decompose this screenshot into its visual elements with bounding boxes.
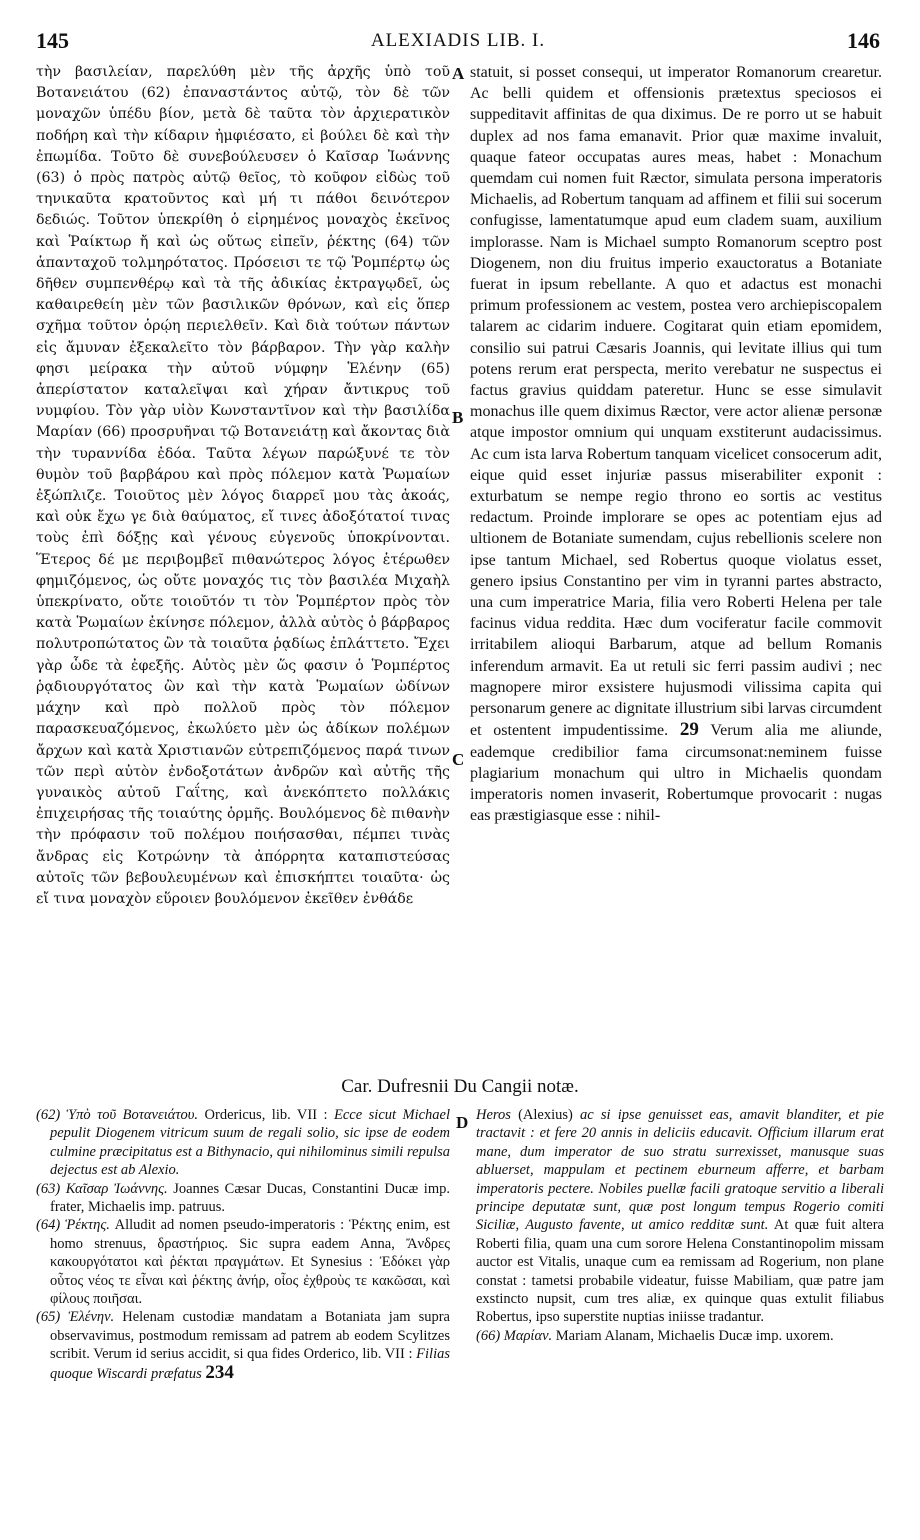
note-66 [476,1327,884,1345]
greek-text: τὴν βασιλείαν, παρελύθη μὲν τῆς ἀρχῆς ὑπὸ τοῦ Βοτανειάτου (62) ἐπαναστάντος αὐτῷ, τὸν δὲ τῶν μοναχῶν ὑπέδυ βίον, μετὰ δὲ ταῦτα τὸν ἀρχιερατικὸν ποδήρη καὶ τὴν κίδαριν ἠμφιέσατο, εἰ βούλει δὲ καὶ τὴν ἐπωμίδα. Τοῦτο δὲ συνεβούλευσεν ὁ Καῖσαρ Ἰωάννης (63) ὁ πρὸς πατρὸς αὐτῷ θεῖος, τὸ κοῦφον εἰδὼς τοῦ τηνικαῦτα κρατοῦντος καὶ μή τι πάθοι δεινότερον δεδιώς. Τοῦτον ὑπεκρίθη ὁ εἰρημένος μοναχὸς ἐκεῖνος καὶ Ῥαίκτωρ ἤ καὶ ὡς οὕτως εἰπεῖν, ῥέκτης (64) τῶν ἁπανταχοῦ τολμηρότατος. Πρόσεισι τε τῷ Ῥομπέρτῳ ὡς δῆθεν συμπενθέρῳ καὶ τὰ τῆς ἀδικίας ἐκτραγῳδεῖ, ὡς καθαιρεθείη μὲν τῶν βασιλικῶν θρόνων, καὶ εἰς ὅπερ σχῆμα τοῦτον ὁρῴη περιελθεῖν. Καὶ διὰ τούτων πάντων εἰς ἄμυναν ἐξεκαλεῖτο τὸν βάρβαρον. Τὴν γὰρ καλὴν φησι μείρακα τὴν αὐτοῦ νύμφην Ἑλένην (65) ἀπερίστατον καταλεῖψαι καὶ χήραν ἄντικρυς τοῦ νυμφίου. Τὸν γὰρ υἱὸν Κωνσταντῖνον καὶ τὴν βασιλίδα Μαρίαν (66) προσρυῆναι τῷ Βοτανειάτῃ καὶ ἄκοντας διὰ τὴν τυραννίδα ἐδόα. Ταῦτα λέγων παρώξυνέ τε τὸν θυμὸν τοῦ βαρβάρου καὶ πρὸς πόλεμον κατὰ Ῥωμαίων ἐξώπλιζε. Τοιοῦτος μὲν λόγος διαρρεῖ μου τὰς ἀκοάς, καὶ οὐκ ἔχω γε διὰ θαύματος, εἴ τινες ἀδοξότατοί τινας τοὺς ἐπὶ δόξῃς καὶ γένους εὐγενοῦς ὑποκρίνονται. Ἕτερος δέ με περιβομβεῖ πιθανώτερος λόγος ἑτέρωθεν φημιζόμενος, ὡς οὔτε μοναχός τις τὸν βασιλέα Μιχαὴλ ὑπεκρίνατο, οὔτε τοιοῦτόν τι τὸν Ῥομπέρτον πρὸς τὸν κατὰ Ῥωμαίων ἐκίνησε πόλεμον, ἀλλὰ αὐτὸς ὁ βάρβαρος πολυτροπώτατος ὢν τὰ τοιαῦτα ῥᾳδίως ἐπλάττετο. Ἔχει γὰρ ὧδε τὰ ἐφεξῆς. Αὐτὸς μὲν ὥς φασιν ὁ Ῥομπέρτος ῥᾳδιουργότατος ὢν καὶ τὴν κατὰ Ῥωμαίων ὠδίνων μάχην καὶ πρὸ πολλοῦ πρὸς τὸν πόλεμον παρασκευαζόμενος, ἐκωλύετο μὲν ὡς ἀδίκων πολέμων ἄρχων καὶ κατὰ Χριστιανῶν εὐτρεπιζόμενος παρά τινων τῶν περὶ αὐτὸν ἐνδοξοτάτων ἀνδρῶν καὶ αὐτῆς τῆς γυναικὸς αὐτοῦ Γαΐτης, καὶ ἀνεκόπτετο πολλάκις ἐπιχειρήσας τῆς τοιαύτης ὁρμῆς. Βουλόμενος δὲ πιθανὴν τὴν πρόφασιν τοῦ πολέμου ποιήσασθαι, πέμπει τινὰς ἄνδρας εἰς Κοτρώνην τὰ ἀπόρρητα καταπιστεύσας αὐτοῖς τῶν βεβουλευμένων καὶ ἐπισκήπτει τοιαῦτα· ὡς εἴ τινα μοναχὸν εὕροιεν βουλόμενον ἐκεῖθεν ἐνθάδε [36,64,450,907]
page-marker: 234 [205,1361,234,1383]
note-label: Heros [476,1107,511,1123]
note-lemma: (62) Ὑπὸ τοῦ Βοτανειάτου. [36,1107,199,1123]
margin-marker-b: B [452,408,464,427]
notes-left-column [36,1106,450,1486]
section-number: 29 [679,719,699,741]
margin-marker-c: C [452,750,465,769]
page-header [36,28,880,56]
latin-column [470,62,882,1074]
note-italic: Ecce sicut Michael pepulit Diogenem vitricum suum de regali solio, sic ipse de eodem culmine præcipitatus est a Bithynacio, qui nihilominus simili repulsa dejectus est ab Alexio. [50,1107,450,1179]
note-text-2: At quæ fuit altera Roberti filia, quam una cum sorore Helena Constantinopolim missam auctor est Vitalis, unaque cum ea remissam ad Rogerium, non plane constat : tametsi probabile videatur, fuisse Mabiliam, quæ patre jam exstincto nupsit, cum tres aliæ, ex quinque quas extulit filiabus Robertus, ipso superstite nuptias iniisse tradantur. [476,1217,884,1326]
note-64 [36,1216,450,1308]
notes-title: Car. Dufresnii Du Cangii notæ. [341,1076,579,1097]
note-italic: ac si ipse genuisset eas, amavit blanditer, et pie tractavit : et fere 20 annis in deliciis educavit. Officium illarum erat mane, dum imperator de suo stratu surrexisset, manusque suas abluerset, mappulam et pectinem eburneum afferre, et barbam imperatoris pectere. Nobiles puellæ facili gratoque servitio a liberali principe deputatæ sunt, quæ post longum tempus Rogerio comiti Siciliæ, Augusto favente, ut amico redditæ sunt. [476,1107,884,1234]
note-text: Joannes Cæsar Ducas, Constantini Ducæ imp. frater, Michaelis imp. patruus. [50,1180,450,1216]
note-text: Ordericus, lib. VII : [198,1107,335,1123]
note-lemma: (65) Ἑλένην. [36,1309,115,1326]
note-text: Helenam custodiæ mandatam a Botaniata jam supra observavimus, postmodum remissam ad patrem ab eodem Scylitzes scribit. Verum id serius accidit, si qua fides Orderico, lib. VII : [50,1309,450,1363]
notes-right-column [476,1106,884,1486]
note-text: Alludit ad nomen pseudo-imperatoris : Ῥέκτης enim, est homo strenuus, δραστήριος. Sic supra eadem Anna, Ἄνδρες κακουργότατοι καὶ ῥέκται πραγμάτων. Et Synesius : Ἐδόκει γὰρ οὗτος νέος τε εἶναι καὶ ῥέκτης ἀνήρ, οἷος ἐχθροὺς τε κακῶσαι, καὶ φίλους ποιῆσαι. [50,1217,450,1308]
margin-marker-a: A [452,64,465,83]
latin-text-2: Verum alia me aliunde, eademque credibilior fama circumsonat:neminem fuisse plagiarium monachum qui ultro in Michaelis quondam imperatoris nomen invaserit, Robertumque provocarit : nugas eas præstigiasque esse : nihil- [470,722,882,825]
note-lemma: (63) Καῖσαρ Ἰωάννης. [36,1180,168,1197]
note-63 [36,1180,450,1217]
running-title: ALEXIADIS LIB. I. [370,30,546,51]
latin-text-1: statuit, si posset consequi, ut imperator Romanorum crearetur. Ac belli quidem et offensionis prætextus speciosos ei suppeditavit affinitas de qua diximus. De re porro ut se habuit duplex ad nos fama emanavit. Prior quæ maxime invaluit, quaque fateor occupatas aures meas, habet : Monachum quemdam cui nomen fuit Ræctor, simulata persona imperatoris Michaelis, ad Robertum tanquam ad affinem et filii sui socerum confugisse, lamentatumque apud eum cladem suam, auxilium implorasse. Nam is Michael sumpto Romanorum sceptro post Diogenem, non diu fruitus imperio exauctoratus a Botaniate fuerat in ipsum rebellante. A quo et adactus est monachi primum professionem ac vestem, postea vero archiepiscopalem talarem ac cidarim induere. Cogitarat quin etiam epomidem, consilio sui patrui Cæsaris Joannis, qui levitate illius qui tum potens rerum erat perspecta, merito verebatur ne suspectus ei factus gravius quiddam pateretur. Hunc se esse simulavit monachus ille quem diximus Ræctor, vere actor alienæ personæ atque impostor omnium qui unquam exstiterunt audacissimus. Ac cum ista larva Robertum tanquam vicelicet consocerum adit, eique quid esset injuriæ passus miserabiliter exponit : exturbatum se nempe regio throno eo sortis ac vestitus redactum. Proinde implorare se opes ac potentiam ejus ad ultionem de Botaniate sumendam, cujus rebellionis scelere non ipse tantum Michael, sed Robertus quoque violatus esset, genero ipsius Constantino per vim in tyranni partes abstracto, una cum imperatrice Maria, filia vero Roberti Helena per tale facinus vidua reddita. Hæc dum vociferatur facile commovit irritabilem alioqui Barbarum, atque ad bellum Romanis inferendum armavit. Ea ut retuli sic ferri passim audivi ; nec magnopere miror exsistere hujusmodi vilissima capita qui personarum genere ac dignitate illustrium sibi larvas circumdent et ostentent impudentissime. [470,64,882,740]
note-text: Mariam Alanam, Michaelis Ducæ imp. uxorem. [552,1327,834,1344]
margin-marker-d: D [456,1113,469,1132]
note-62 [36,1106,450,1180]
note-lemma: (66) Μαρίαν. [476,1327,553,1344]
note-65-continued [476,1106,884,1327]
note-italic: Filias quoque Wiscardi præfatus [50,1346,450,1382]
latin-text [470,62,882,826]
greek-column [36,62,450,1074]
note-lemma: (64) Ῥέκτης. [36,1217,110,1234]
note-65 [36,1308,450,1383]
note-text: (Alexius) [510,1107,581,1123]
page-number-right: 146 [847,28,880,53]
page-number-left: 145 [36,28,69,53]
